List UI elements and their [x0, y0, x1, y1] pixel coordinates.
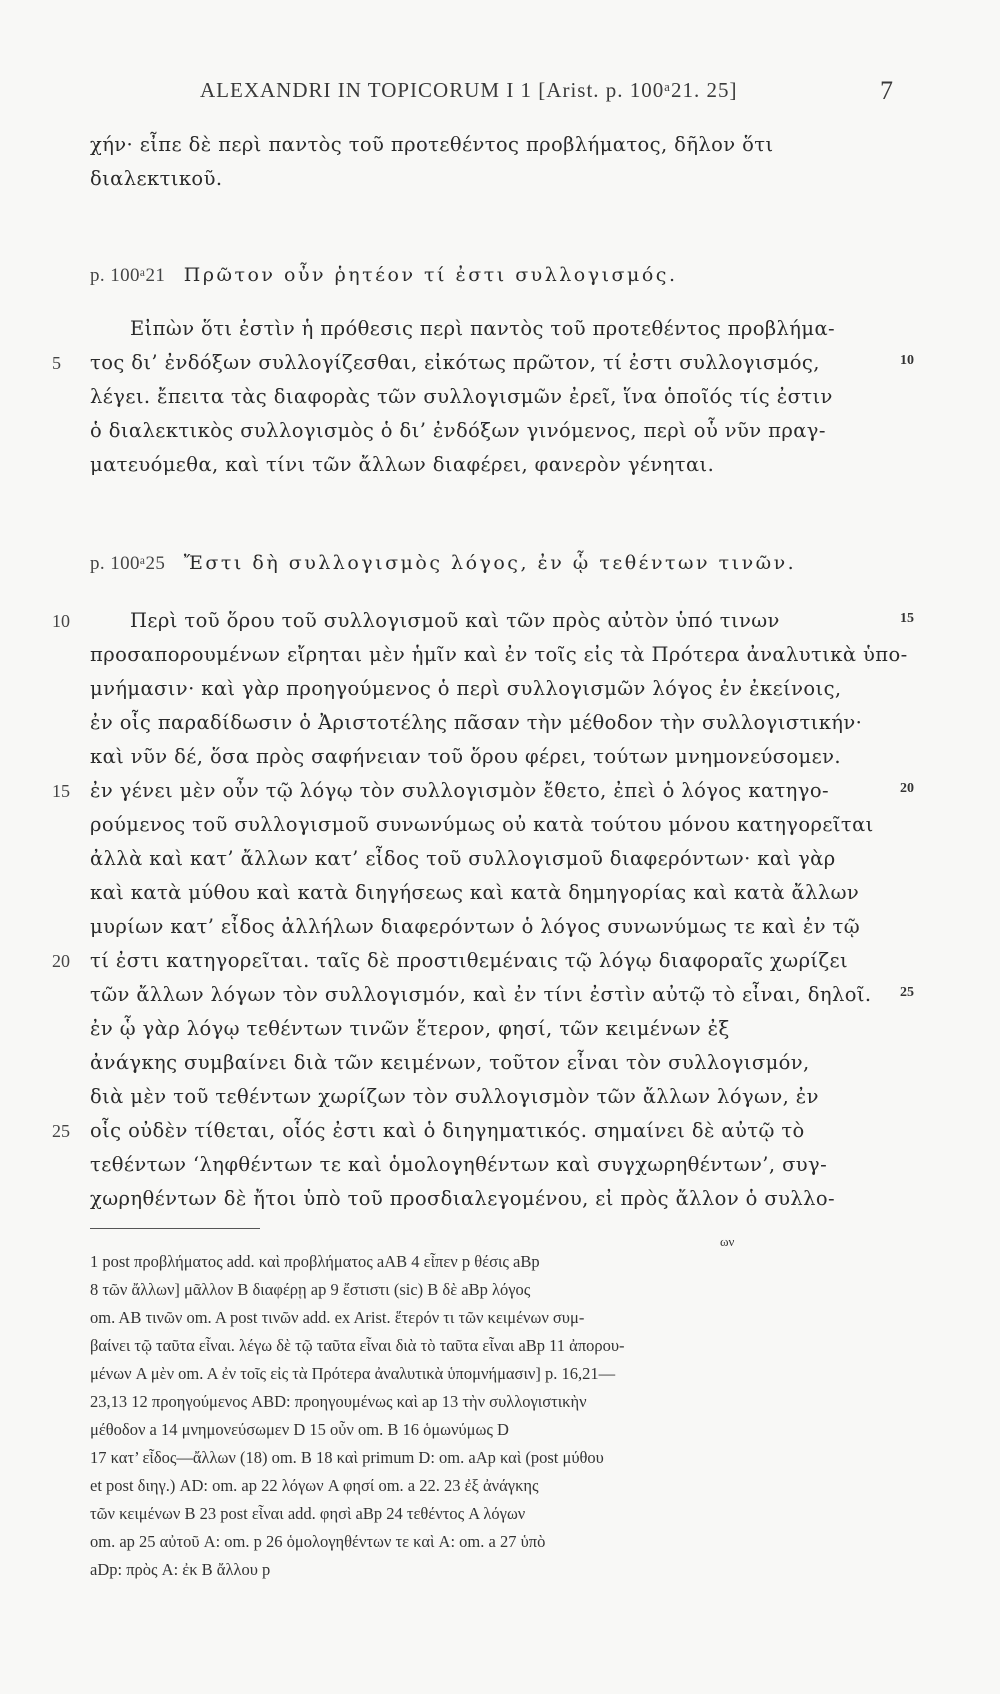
text-line: τος δι’ ἐνδόξων συλλογίζεσθαι, εἰκότως πρῶτον, τί ἐστι συλλογισμός, — [90, 351, 820, 374]
text-line: ἐν ᾧ γὰρ λόγῳ τεθέντων τινῶν ἕτερον, φησί, τῶν κειμένων ἐξ — [90, 1017, 730, 1040]
text-line: διὰ μὲν τοῦ τεθέντων χωρίζων τὸν συλλογισμὸν τῶν ἄλλων λόγων, ἐν — [90, 1085, 819, 1108]
lemma-heading — [90, 258, 890, 292]
text-line: μνήμασιν· καὶ γὰρ προηγούμενος ὁ περὶ συλλογισμῶν λόγος ἐν ἐκείνοις, — [90, 677, 842, 700]
text-line: λέγει. ἔπειτα τὰς διαφορὰς τῶν συλλογισμῶν ἐρεῖ, ἵνα ὁποῖός τίς ἐστιν — [90, 385, 833, 408]
text-line: τῶν ἄλλων λόγων τὸν συλλογισμόν, καὶ ἐν τίνι ἐστὶν αὐτῷ τὸ εἶναι, δηλοῖ. — [90, 983, 872, 1006]
text-line: ὁ διαλεκτικὸς συλλογισμὸς ὁ δι’ ἐνδόξων γινόμενος, περὶ οὗ νῦν πραγ- — [90, 419, 826, 442]
text-line: τεθέντων ‘ληφθέντων τε καὶ ὁμολογηθέντων καὶ συγχωρηθέντων’, συγ- — [90, 1153, 828, 1176]
text-line: καὶ κατὰ μύθου καὶ κατὰ διηγήσεως καὶ κατὰ δημηγορίας καὶ κατὰ ἄλλων — [90, 881, 860, 904]
apparatus-line: om. AB τινῶν om. A post τινῶν add. ex Arist. ἕτερόν τι τῶν κειμένων συμ- — [90, 1308, 585, 1327]
apparatus-line: om. ap 25 αὐτοῦ A: om. p 26 ὁμολογηθέντων τε καὶ A: om. a 27 ὑπὸ — [90, 1532, 546, 1551]
apparatus-line: βαίνει τῷ ταῦτα εἶναι. λέγω δὲ τῷ ταῦτα εἶναι διὰ τὸ ταῦτα εἶναι aBp 11 ἀπορου- — [90, 1336, 625, 1355]
text-line: χήν· εἶπε δὲ περὶ παντὸς τοῦ προτεθέντος προβλήματος, δῆλον ὅτι — [90, 133, 774, 156]
lemma-reference: p. 100ᵃ25 — [90, 553, 166, 574]
lemma-text: Ἔστι δὴ συλλογισμὸς λόγος, ἐν ᾧ τεθέντων τινῶν. — [183, 552, 797, 574]
running-head — [0, 78, 1000, 108]
text-line: χωρηθέντων δὲ ἤτοι ὑπὸ τοῦ προσδιαλεγομένου, εἰ πρὸς ἄλλον ὁ συλλο- — [90, 1187, 836, 1210]
text-line: ρούμενος τοῦ συλλογισμοῦ συνωνύμως οὐ κατὰ τούτου μόνου κατηγορεῖται — [90, 813, 874, 836]
lemma-heading — [90, 546, 890, 580]
text-line: ἐν οἷς παραδίδωσιν ὁ Ἀριστοτέλης πᾶσαν τὴν μέθοδον τὴν συλλογιστικήν· — [90, 711, 863, 734]
apparatus-line: μένων A μὲν om. A ἐν τοῖς εἰς τὰ Πρότερα ἀναλυτικὰ ὑπομνήμασιν] p. 16,21— — [90, 1364, 616, 1383]
apparatus-line: 8 τῶν ἄλλων] μᾶλλον B διαφέρῃ ap 9 ἔστιστι (sic) B δὲ aBp λόγος — [90, 1280, 531, 1299]
text-line: καὶ νῦν δέ, ὅσα πρὸς σαφήνειαν τοῦ ὅρου φέρει, τούτων μνημονεύσομεν. — [90, 745, 841, 768]
text-line: τί ἐστι κατηγορεῖται. ταῖς δὲ προστιθεμέναις τῷ λόγῳ διαφοραῖς χωρίζει — [90, 949, 848, 972]
line-number: 25 — [52, 1121, 70, 1141]
text-line: ἀλλὰ καὶ κατ’ ἄλλων κατ’ εἶδος τοῦ συλλογισμοῦ διαφερόντων· καὶ γὰρ — [90, 847, 836, 870]
apparatus-line: μέθοδον a 14 μνημονεύσωμεν D 15 οὖν om. B 16 ὁμωνύμως D — [90, 1420, 509, 1439]
line-number: 20 — [900, 781, 914, 796]
text-line: ἀνάγκης συμβαίνει διὰ τῶν κειμένων, τοῦτον εἶναι τὸν συλλογισμόν, — [90, 1051, 810, 1074]
apparatus-line: et post διηγ.) AD: om. ap 22 λόγων A φησί om. a 22. 23 ἐξ ἀνάγκης — [90, 1476, 539, 1495]
line-number: 15 — [900, 611, 914, 626]
apparatus-superscript: ων — [720, 1234, 735, 1249]
apparatus-line: τῶν κειμένων B 23 post εἶναι add. φησὶ aBp 24 τεθέντος A λόγων — [90, 1504, 526, 1523]
lemma-text: Πρῶτον οὖν ῥητέον τί ἐστι συλλογισμός. — [183, 264, 678, 286]
line-number: 15 — [52, 781, 70, 801]
apparatus-line: 23,13 12 προηγούμενος ABD: προηγουμένως καὶ ap 13 τὴν συλλογιστικὴν — [90, 1392, 587, 1411]
text-line: οἷς οὐδὲν τίθεται, οἷός ἐστι καὶ ὁ διηγηματικός. σημαίνει δὲ αὐτῷ τὸ — [90, 1119, 805, 1142]
line-number: 5 — [52, 353, 61, 373]
text-line: διαλεκτικοῦ. — [90, 167, 223, 190]
lemma-reference: p. 100ᵃ21 — [90, 265, 166, 286]
text-line: Εἰπὼν ὅτι ἐστὶν ἡ πρόθεσις περὶ παντὸς τοῦ προτεθέντος προβλήμα- — [130, 317, 836, 340]
text-line: προσαπορουμένων εἴρηται μὲν ἡμῖν καὶ ἐν τοῖς εἰς τὰ Πρότερα ἀναλυτικὰ ὑπο- — [90, 643, 908, 666]
footnote-divider — [90, 1228, 260, 1229]
page-number: 7 — [880, 76, 893, 105]
apparatus-line: 17 κατ’ εἶδος—ἄλλων (18) om. B 18 καὶ primum D: om. aAp καὶ (post μύθου — [90, 1448, 604, 1467]
text-line: ἐν γένει μὲν οὖν τῷ λόγῳ τὸν συλλογισμὸν ἔθετο, ἐπεὶ ὁ λόγος κατηγο- — [90, 779, 829, 802]
text-line: ματευόμεθα, καὶ τίνι τῶν ἄλλων διαφέρει, φανερὸν γένηται. — [90, 453, 715, 476]
text-line: Περὶ τοῦ ὅρου τοῦ συλλογισμοῦ καὶ τῶν πρὸς αὐτὸν ὑπό τινων — [130, 609, 780, 632]
apparatus-line: aDp: πρὸς A: ἐκ B ἄλλου p — [90, 1560, 271, 1579]
line-number: 10 — [52, 611, 70, 631]
running-head-title: ALEXANDRI IN TOPICORUM I 1 [Arist. p. 100ᵃ21. 25] — [200, 78, 738, 102]
text-line: μυρίων κατ’ εἶδος ἀλλήλων διαφερόντων ὁ λόγος συνωνύμως τε καὶ ἐν τῷ — [90, 915, 861, 938]
line-number: 10 — [900, 353, 914, 368]
apparatus-line: 1 post προβλήματος add. καὶ προβλήματος aAB 4 εἶπεν p θέσις aBp — [90, 1252, 540, 1271]
line-number: 25 — [900, 985, 914, 1000]
line-number: 20 — [52, 951, 70, 971]
